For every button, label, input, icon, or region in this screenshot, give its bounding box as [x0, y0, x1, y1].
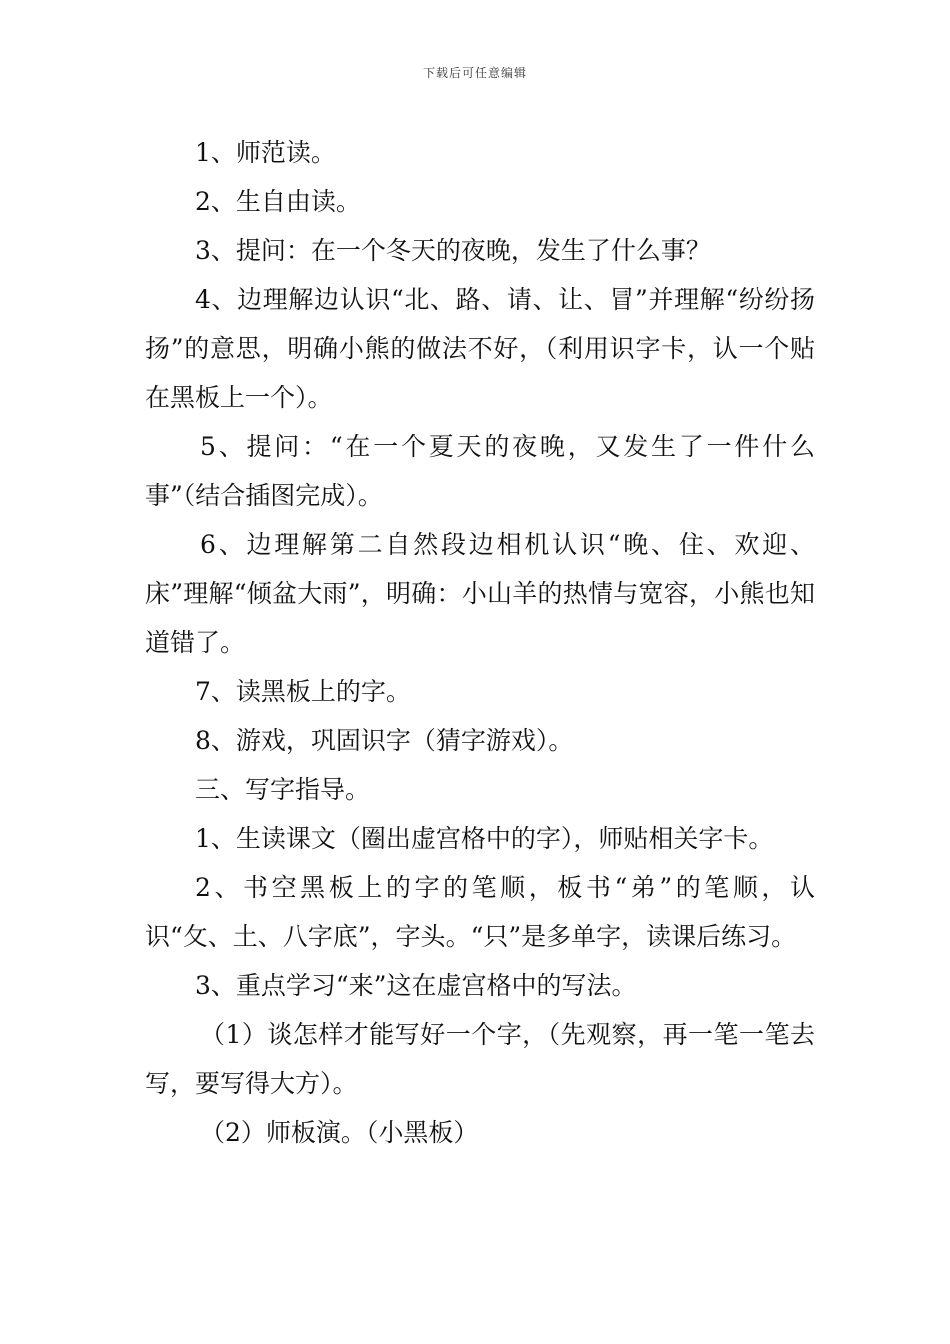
paragraph-10: 2、书空黑板上的字的笔顺，板书“弟”的笔顺，认识“攵、土、八字底”，字头。“只”是多单字，读课后练习。	[145, 873, 815, 951]
section-heading-writing: 三、写字指导。	[195, 775, 371, 804]
paragraph-4: 4、边理解边认识“北、路、请、让、冒”并理解“纷纷扬扬”的意思，明确小熊的做法不好，（利用识字卡，认一个贴在黑板上一个）。	[145, 285, 816, 412]
paragraph-2: 2、生自由读。	[195, 187, 361, 216]
paragraph-1: 1、师范读。	[195, 138, 336, 167]
paragraph-13: （2）师板演。（小黑板）	[200, 1118, 479, 1147]
paragraph-5: 5、提问：“在一个夏天的夜晚，又发生了一件什么事”（结合插图完成）。	[145, 432, 815, 510]
paragraph-8: 8、游戏，巩固识字（猜字游戏）。	[195, 726, 574, 755]
document-body	[145, 128, 815, 1157]
paragraph-9: 1、生读课文（圈出虚宫格中的字），师贴相关字卡。	[195, 824, 774, 853]
paragraph-6: 6、边理解第二自然段边相机认识“晚、住、欢迎、床”理解“倾盆大雨”，明确：小山羊的热情与宽容，小熊也知道错了。	[145, 530, 815, 657]
paragraph-11: 3、重点学习“来”这在虚宫格中的写法。	[195, 971, 637, 1000]
page-header: 下载后可任意编辑	[422, 66, 527, 80]
paragraph-3: 3、提问：在一个冬天的夜晚，发生了什么事？	[195, 236, 711, 265]
paragraph-7: 7、读黑板上的字。	[195, 677, 411, 706]
paragraph-12: （1）谈怎样才能写好一个字，（先观察，再一笔一笔去写，要写得大方）。	[145, 1020, 815, 1098]
